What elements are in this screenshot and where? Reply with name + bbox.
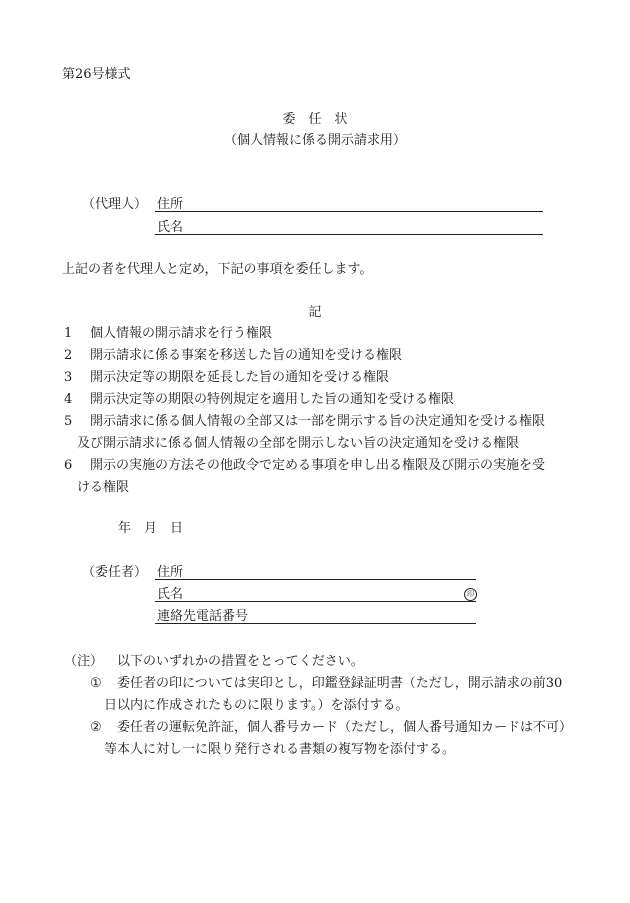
item-text: 個人情報の開示請求を行う権限 — [90, 326, 273, 341]
note-label: （注） — [64, 654, 104, 669]
item-text-continuation: 及び開示請求に係る個人情報の全部を開示しない旨の決定通知を受ける権限 — [77, 436, 520, 451]
item-number: 3 — [64, 370, 73, 385]
note-option-continuation: 等本人に対し一に限り発行される書類の複写物を添付する。 — [104, 742, 456, 757]
item-number: 2 — [64, 348, 73, 363]
principal-phone-field[interactable] — [155, 623, 476, 624]
item-text: 開示の実施の方法その他政令で定める事項を申し出る権限及び開示の実施を受 — [90, 458, 546, 473]
note-option-continuation: 日以内に作成されたものに限ります。）を添付する。 — [104, 698, 409, 713]
agent-name-field[interactable] — [155, 234, 543, 235]
item-text: 開示請求に係る事案を移送した旨の通知を受ける権限 — [90, 348, 403, 363]
agent-name-label: 氏名 — [157, 220, 184, 235]
principal-name-field[interactable] — [155, 601, 476, 602]
principal-phone-label: 連絡先電話番号 — [157, 609, 249, 624]
item-number: 6 — [64, 458, 73, 473]
agent-address-label: 住所 — [157, 197, 184, 212]
note-option-marker: ① — [90, 676, 102, 691]
note-option-text: 委任者の運転免許証，個人番号カード（ただし，個人番号通知カードは不可） — [117, 720, 573, 735]
principal-label: （委任者） — [82, 565, 148, 580]
date-line: 年 月 日 — [118, 521, 184, 536]
item-number: 1 — [64, 326, 73, 341]
note-option-text: 委任者の印については実印とし，印鑑登録証明書（ただし，開示請求の前30 — [117, 676, 563, 691]
agent-address-field[interactable] — [155, 211, 543, 212]
agent-label: （代理人） — [82, 197, 148, 212]
form-number: 第26号様式 — [62, 67, 131, 82]
item-number: 4 — [64, 392, 73, 407]
seal-mark-icon: 印 — [464, 588, 477, 601]
principal-address-label: 住所 — [157, 565, 184, 580]
document-title: 委 任 状 — [282, 112, 348, 127]
item-text: 開示決定等の期限の特例規定を適用した旨の通知を受ける権限 — [90, 392, 455, 407]
document-subtitle: （個人情報に係る開示請求用） — [223, 133, 406, 148]
principal-name-label: 氏名 — [157, 587, 184, 602]
item-text: 開示決定等の期限を延長した旨の通知を受ける権限 — [90, 370, 390, 385]
note-option-marker: ② — [90, 720, 102, 735]
item-text: 開示請求に係る個人情報の全部又は一部を開示する旨の決定通知を受ける権限 — [90, 414, 546, 429]
item-text-continuation: ける権限 — [77, 480, 130, 495]
delegation-statement: 上記の者を代理人と定め，下記の事項を委任します。 — [62, 262, 373, 277]
ki-heading: 記 — [308, 305, 322, 320]
item-number: 5 — [64, 414, 73, 429]
principal-address-field[interactable] — [155, 579, 476, 580]
note-intro: 以下のいずれかの措置をとってください。 — [117, 654, 364, 669]
